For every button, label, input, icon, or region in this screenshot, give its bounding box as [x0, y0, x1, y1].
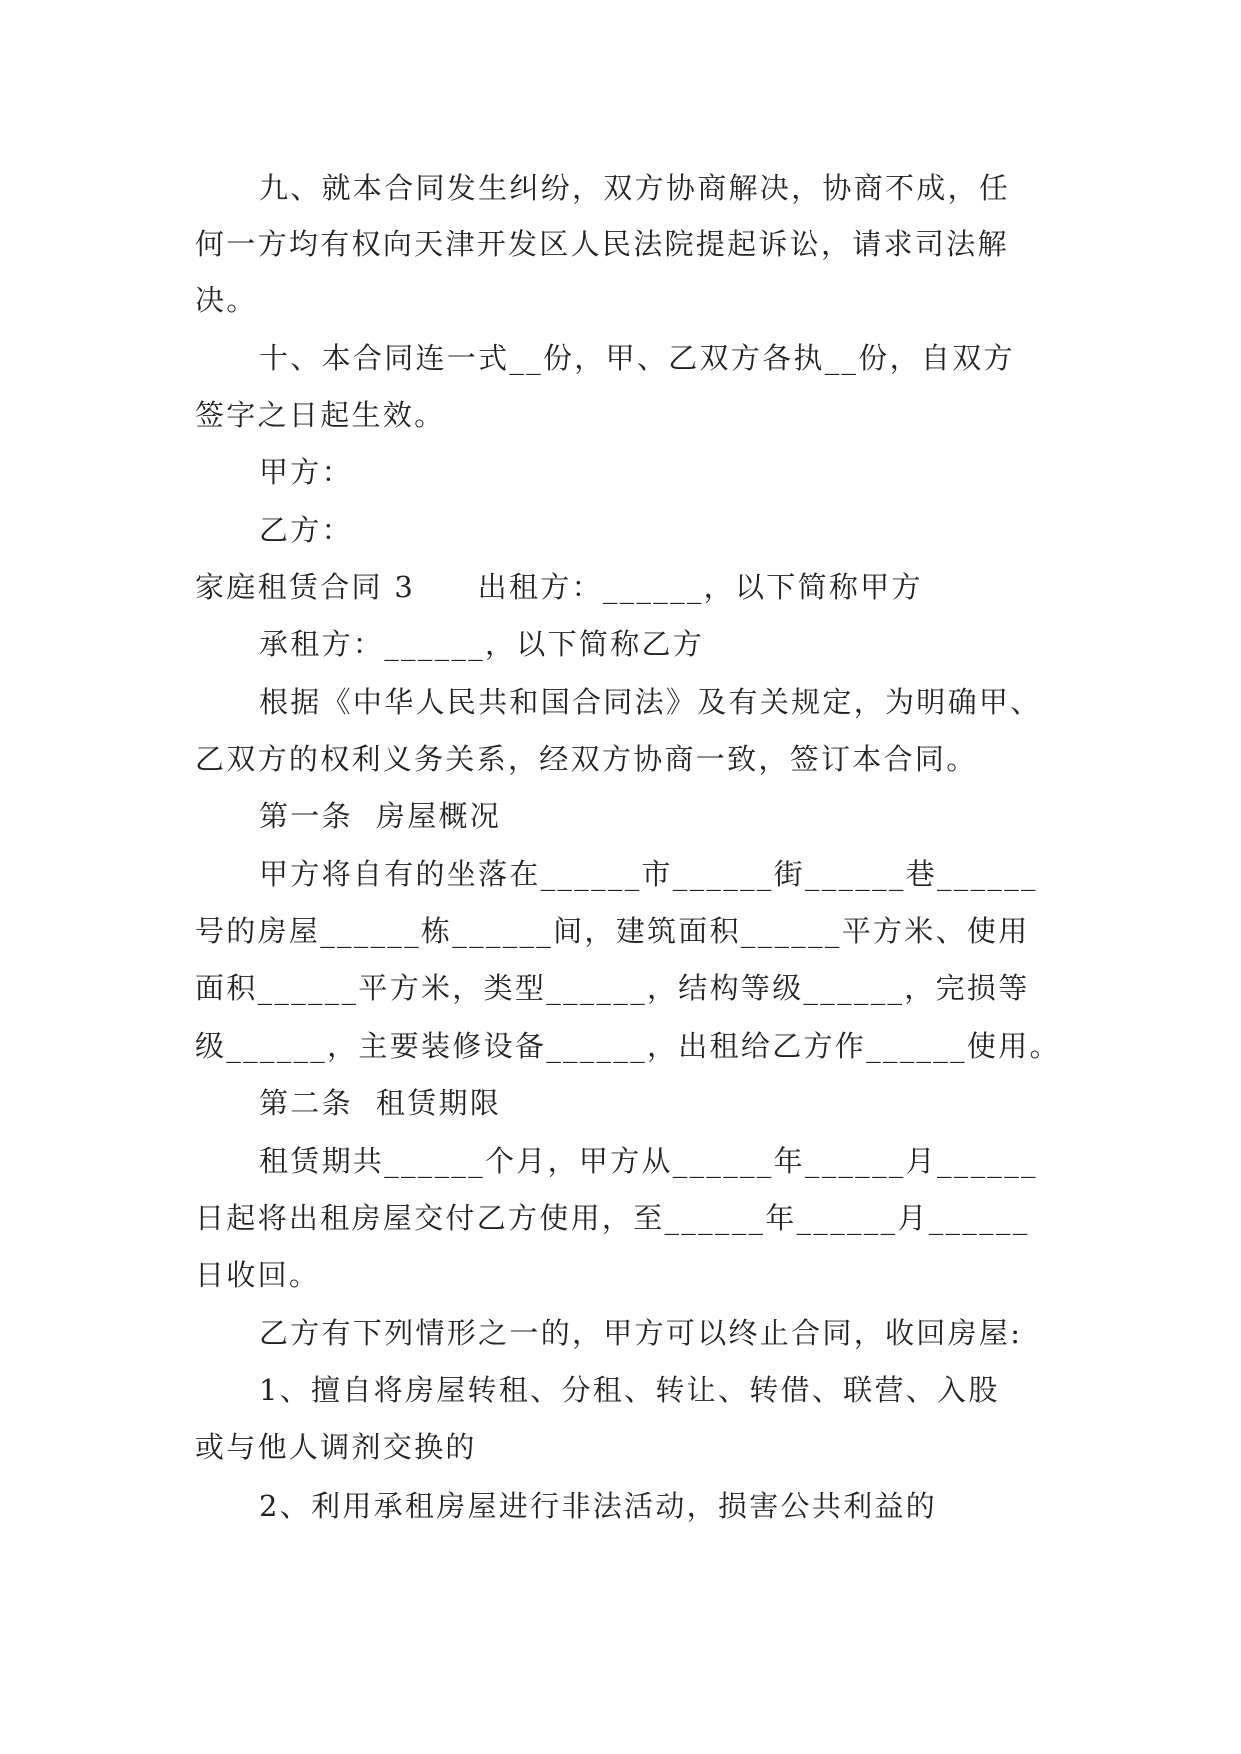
lessee-line: 承租方：______，以下简称乙方 — [259, 627, 705, 661]
article-1-line-4: 级______，主要装修设备______，出租给乙方作______使用。 — [195, 1029, 1061, 1063]
article-1-line-2: 号的房屋______栋______间，建筑面积______平方米、使用 — [195, 914, 1030, 948]
article-2-line-1: 租赁期共______个月，甲方从______年______月______ — [259, 1144, 1038, 1178]
party-a-signature-label: 甲方： — [259, 455, 353, 489]
preamble-line-1: 根据《中华人民共和国合同法》及有关规定，为明确甲、 — [259, 685, 1042, 719]
clause-9-line-1: 九、就本合同发生纠纷，双方协商解决，协商不成，任 — [259, 171, 1011, 205]
termination-intro: 乙方有下列情形之一的，甲方可以终止合同，收回房屋: — [259, 1316, 1023, 1350]
preamble-line-2: 乙双方的权利义务关系，经双方协商一致，签订本合同。 — [195, 742, 978, 776]
termination-item-2: 2、利用承租房屋进行非法活动，损害公共利益的 — [259, 1489, 938, 1523]
article-1-heading: 第一条 房屋概况 — [259, 799, 502, 833]
article-1-line-3: 面积______平方米，类型______，结构等级______，完损等 — [195, 971, 1030, 1005]
party-b-signature-label: 乙方： — [259, 513, 353, 547]
article-1-line-1: 甲方将自有的坐落在______市______街______巷______ — [259, 857, 1038, 891]
article-2-heading: 第二条 租赁期限 — [259, 1086, 502, 1120]
contract-3-heading-lessor: 家庭租赁合同 3 出租方：______，以下简称甲方 — [195, 570, 923, 604]
clause-9-line-2: 何一方均有权向天津开发区人民法院提起诉讼，请求司法解 — [195, 227, 1009, 261]
clause-10-line-2: 签字之日起生效。 — [195, 398, 446, 432]
article-2-line-3: 日收回。 — [195, 1258, 321, 1292]
clause-10-line-1: 十、本合同连一式__份，甲、乙双方各执__份，自双方 — [259, 341, 1015, 375]
clause-9-line-3: 决。 — [195, 283, 258, 317]
termination-item-1-line-1: 1、擅自将房屋转租、分租、转让、转借、联营、入股 — [259, 1373, 1000, 1407]
termination-item-1-line-2: 或与他人调剂交换的 — [195, 1430, 477, 1464]
article-2-line-2: 日起将出租房屋交付乙方使用，至______年______月______ — [195, 1201, 1030, 1235]
